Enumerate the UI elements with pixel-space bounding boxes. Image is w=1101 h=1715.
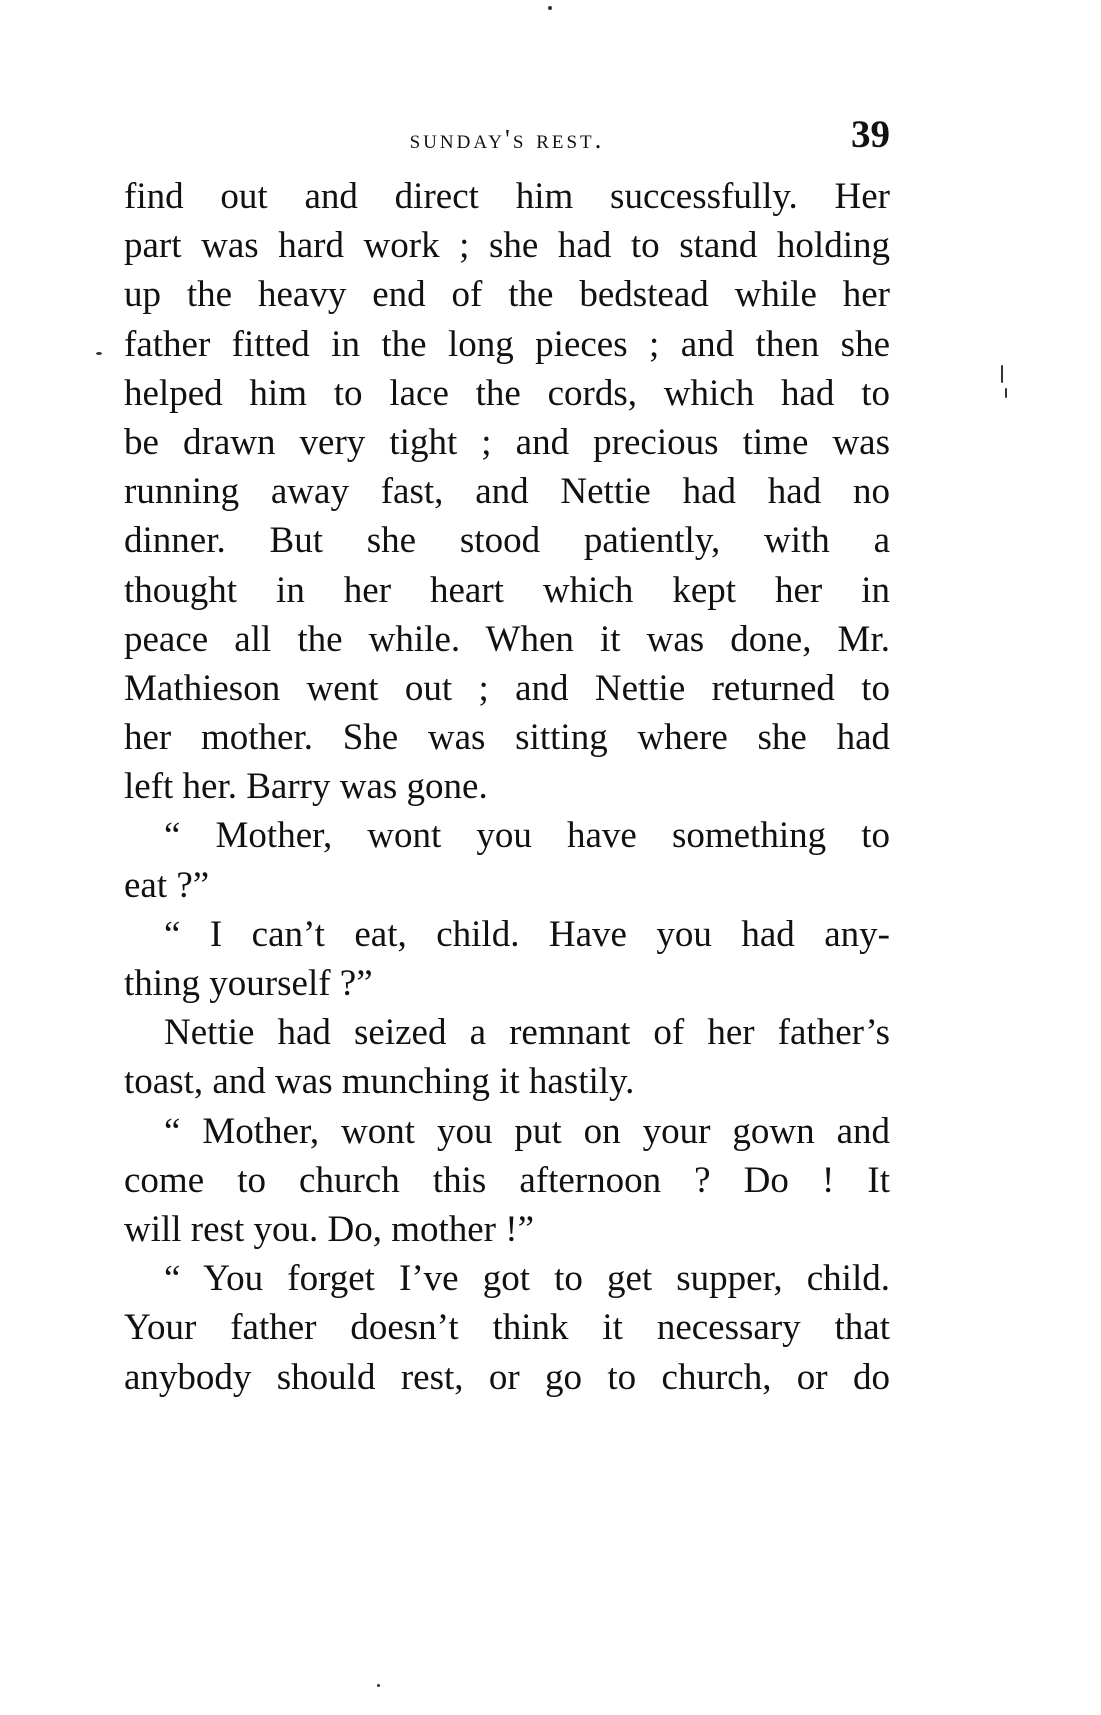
text-line: will rest you. Do, mother !” [124, 1208, 534, 1250]
running-title: sunday's rest. [409, 124, 605, 154]
print-speck [377, 1684, 380, 1687]
text-line: come to church this afternoon ? Do ! It [124, 1159, 890, 1201]
text-line: helped him to lace the cords, which had to [124, 372, 890, 414]
body-text [124, 172, 890, 1402]
running-head [124, 112, 890, 162]
text-line: find out and direct him successfully. Her [124, 176, 890, 217]
text-line: thought in her heart which kept her in [124, 569, 890, 611]
text-line: her mother. She was sitting where she had [124, 717, 890, 759]
text-line: “ You forget I’ve got to get supper, child. [164, 1258, 890, 1300]
page-number: 39 [851, 113, 890, 156]
print-speck [1001, 365, 1003, 383]
text-line: be drawn very tight ; and precious time was [124, 421, 890, 463]
print-speck [548, 6, 552, 10]
text-line: running away fast, and Nettie had had no [124, 471, 890, 513]
text-line: father fitted in the long pieces ; and then she [124, 323, 890, 365]
print-speck [96, 352, 102, 355]
print-speck [1005, 388, 1007, 398]
text-line: Your father doesn’t think it necessary that [124, 1307, 890, 1349]
text-line: Mathieson went out ; and Nettie returned to [124, 667, 890, 709]
text-line: peace all the while. When it was done, Mr. [124, 618, 890, 660]
text-line: “ I can’t eat, child. Have you had any- [164, 913, 890, 955]
text-line: “ Mother, wont you have something to [164, 815, 890, 857]
text-line: part was hard work ; she had to stand holding [124, 225, 890, 267]
text-line: eat ?” [124, 864, 210, 906]
text-line: dinner. But she stood patiently, with a [124, 520, 890, 562]
text-line: thing yourself ?” [124, 963, 373, 1004]
text-line: left her. Barry was gone. [124, 766, 488, 808]
text-line: anybody should rest, or go to church, or do [124, 1356, 890, 1398]
text-line: Nettie had seized a remnant of her father’s [164, 1012, 890, 1054]
text-line: up the heavy end of the bedstead while her [124, 274, 890, 316]
text-line: toast, and was munching it hastily. [124, 1061, 635, 1103]
text-line: “ Mother, wont you put on your gown and [164, 1110, 890, 1152]
